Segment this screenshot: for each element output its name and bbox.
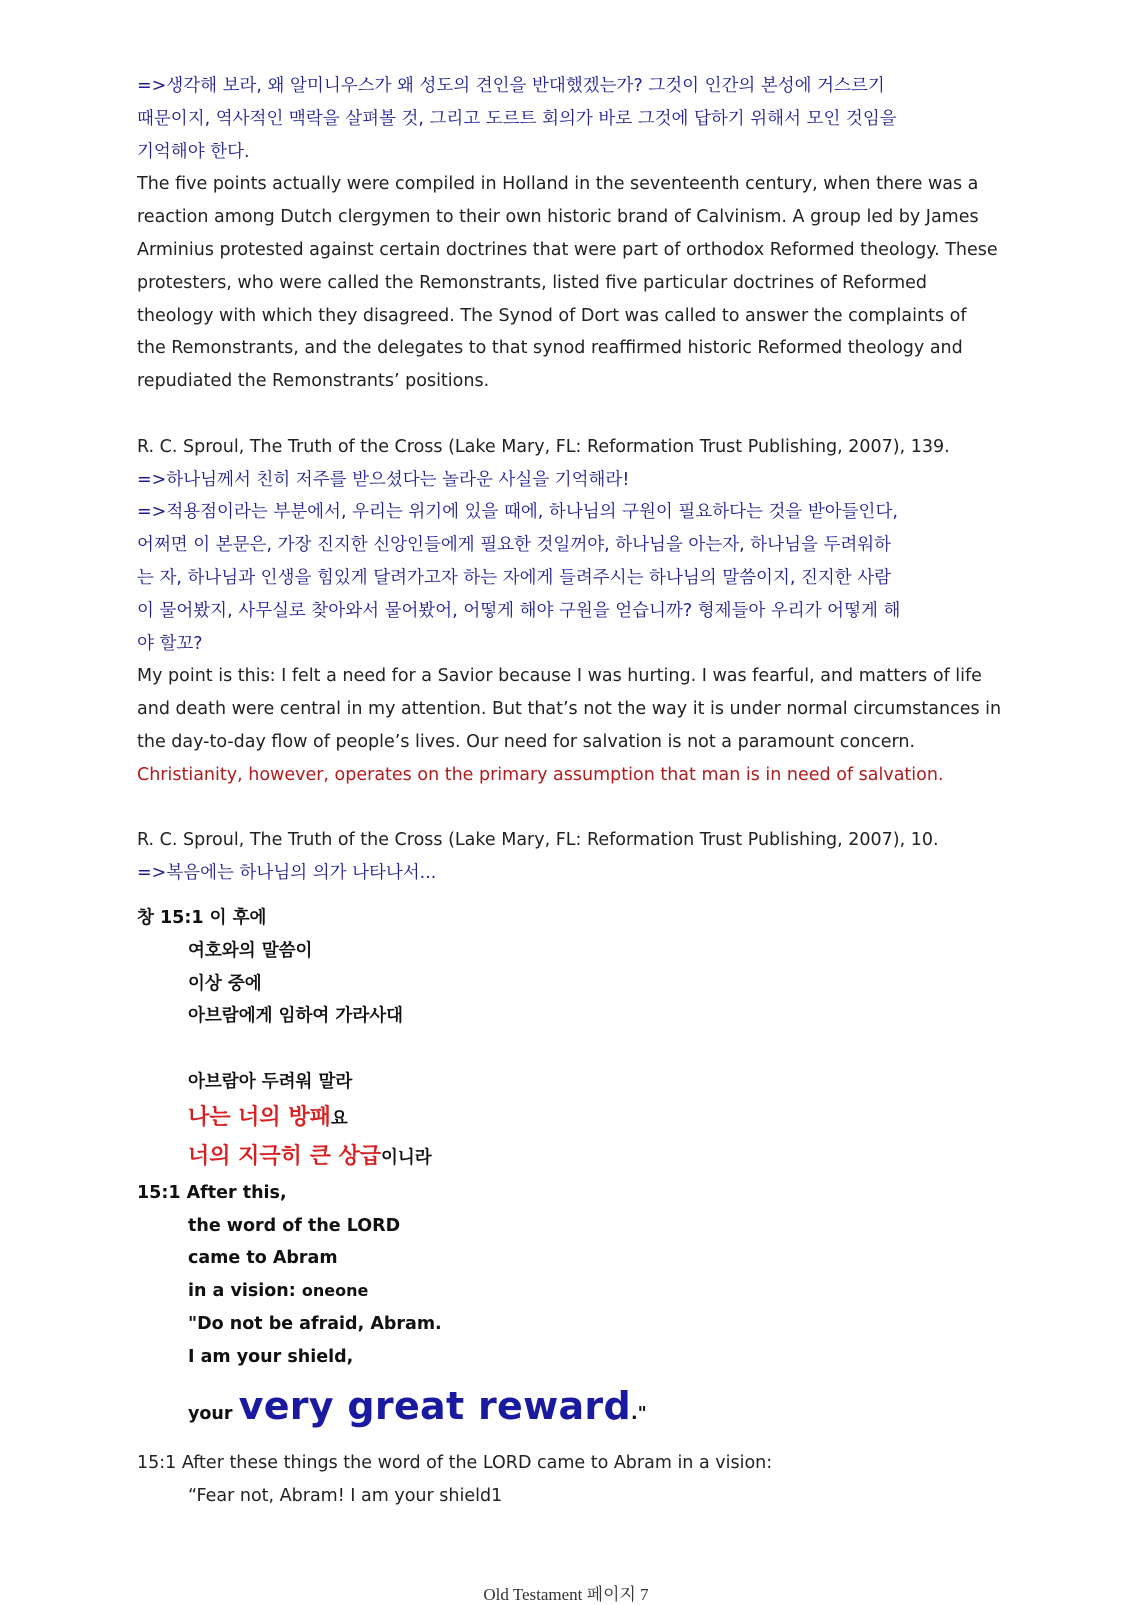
spacer — [137, 398, 1007, 431]
verse-line: 여호와의 말씀이 — [188, 940, 313, 961]
document-body — [137, 70, 1007, 1513]
text-line: 야 할꼬? — [137, 633, 203, 654]
text-line: protesters, who were called the Remonstrants, listed five particular doctrines of Reformed — [137, 272, 927, 293]
shield-highlight: 나는 너의 방패 — [188, 1104, 331, 1130]
verse-line: I am your shield, — [188, 1346, 354, 1367]
verse-line-vision — [137, 1275, 1007, 1308]
text-line: 때문이지, 역사적인 맥락을 살펴볼 것, 그리고 도르트 회의가 바로 그것에 답하기 위해서 모인 것임을 — [137, 108, 897, 129]
reward-prefix: your — [188, 1404, 233, 1425]
text-line: the day-to-day flow of people’s lives. Our need for salvation is not a paramount concern. — [137, 731, 916, 752]
verse-ref: 창 15:1 이 후에 — [137, 907, 267, 928]
highlight-line: Christianity, however, operates on the primary assumption that man is in need of salvation. — [137, 764, 944, 785]
verse-line: came to Abram — [188, 1248, 338, 1269]
spacer — [137, 1033, 1007, 1066]
text-line: 이 물어봤지, 사무실로 찾아와서 물어봤어, 어떻게 해야 구원을 얻습니까? 형제들아 우리가 어떻게 해 — [137, 600, 901, 621]
verse-line-shield — [137, 1099, 1007, 1138]
text-line: My point is this: I felt a need for a Savior because I was hurting. I was fearful, and matters of life — [137, 666, 982, 687]
text-line: =>적용점이라는 부분에서, 우리는 위기에 있을 때에, 하나님의 구원이 필요하다는 것을 받아들인다, — [137, 502, 898, 523]
reward-highlight: 너의 지극히 큰 상급 — [188, 1143, 381, 1169]
text-line: 는 자, 하나님과 인생을 힘있게 달려가고자 하는 자에게 들려주시는 하나님의 말씀이지, 진지한 사람 — [137, 567, 892, 588]
citation: R. C. Sproul, The Truth of the Cross (Lake Mary, FL: Reformation Trust Publishing, 2007), 139. — [137, 436, 950, 457]
intro-korean-paragraph — [137, 70, 1007, 168]
text-line: The five points actually were compiled in Holland in the seventeenth century, when there was a — [137, 174, 979, 195]
text-line: =>하나님께서 친히 저주를 받으셨다는 놀라운 사실을 기억해라! — [137, 469, 630, 490]
verse-alt-line: “Fear not, Abram! I am your shield1 — [188, 1486, 503, 1507]
verse-line-reward — [137, 1138, 1007, 1177]
verse-line: 이상 중에 — [188, 973, 262, 994]
text-line: reaction among Dutch clergymen to their own historic brand of Calvinism. A group led by James — [137, 207, 979, 228]
verse-english-block — [137, 1177, 1007, 1448]
section2-english-paragraph — [137, 660, 1007, 791]
page-footer — [0, 1580, 1132, 1605]
section2-korean-paragraph — [137, 464, 1007, 661]
text-line: 기억해야 한다. — [137, 141, 250, 162]
text-line: and death were central in my attention. But that’s not the way it is under normal circumstances in — [137, 699, 1002, 720]
text-line: Arminius protested against certain doctrines that were part of orthodox Reformed theology. These — [137, 239, 998, 260]
verse-alt-block — [137, 1447, 1007, 1513]
reward-highlight: very great reward — [238, 1384, 631, 1429]
text-line: theology with which they disagreed. The Synod of Dort was called to answer the complaints of — [137, 305, 967, 326]
korean-note: =>복음에는 하나님의 의가 나타나서... — [137, 863, 437, 884]
shield-suffix: 요 — [330, 1108, 348, 1129]
verse-korean-block — [137, 902, 1007, 1177]
reward-suffix: ." — [630, 1404, 647, 1425]
verse-line: the word of the LORD — [188, 1215, 401, 1236]
verse-line-reward — [137, 1373, 1007, 1447]
intro-english-paragraph — [137, 168, 1007, 398]
spacer — [137, 890, 1007, 902]
verse-line: "Do not be afraid, Abram. — [188, 1313, 442, 1334]
verse-alt-line: 15:1 After these things the word of the LORD came to Abram in a vision: — [137, 1453, 773, 1474]
text-line: repudiated the Remonstrants’ positions. — [137, 371, 490, 392]
footer-section: Old Testament — [483, 1585, 583, 1604]
text-line: the Remonstrants, and the delegates to that synod reaffirmed historic Reformed theology and — [137, 338, 963, 359]
vision-text: in a vision: — [188, 1281, 296, 1302]
vision-extra: oneone — [301, 1281, 369, 1301]
verse-line: 아브람에게 임하여 가라사대 — [188, 1006, 404, 1027]
text-line: 어쩌면 이 본문은, 가장 진지한 신앙인들에게 필요한 것일꺼야, 하나님을 아는자, 하나님을 두려워하 — [137, 535, 892, 556]
reward-suffix: 이니라 — [381, 1147, 432, 1168]
verse-line: 아브람아 두려워 말라 — [188, 1071, 353, 1092]
verse-ref: 15:1 After this, — [137, 1182, 287, 1203]
spacer — [137, 792, 1007, 825]
text-line: =>생각해 보라, 왜 알미니우스가 왜 성도의 견인을 반대했겠는가? 그것이 인간의 본성에 거스르기 — [137, 76, 885, 96]
footer-page-label: 페이지 7 — [586, 1585, 649, 1604]
citation: R. C. Sproul, The Truth of the Cross (Lake Mary, FL: Reformation Trust Publishing, 2007), 10. — [137, 830, 939, 851]
